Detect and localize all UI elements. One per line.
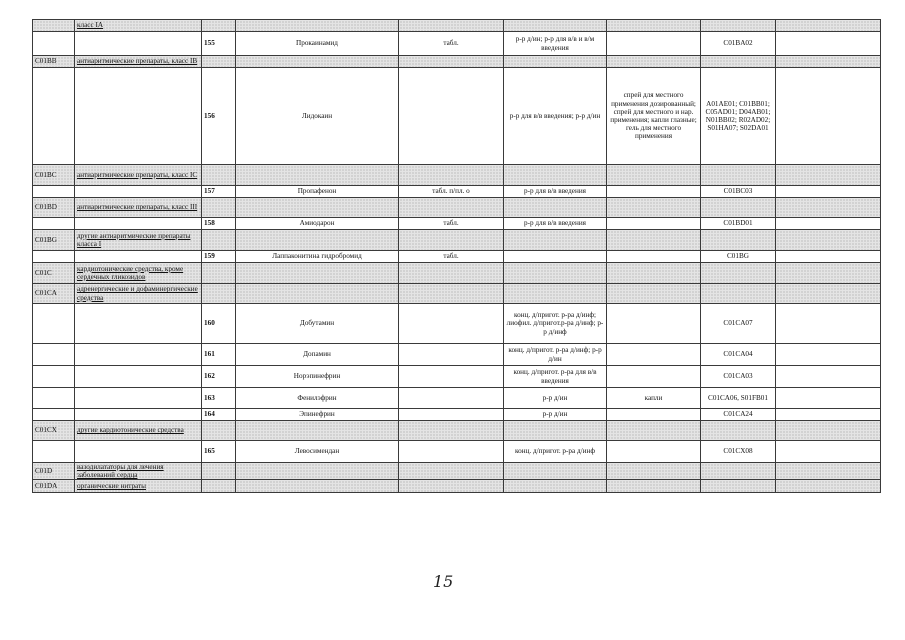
dosage-form-injection: конц. д/пригот. р-ра д/инф; р-р д/ин: [504, 344, 607, 366]
empty-cell: [776, 463, 881, 480]
empty-cell: [776, 284, 881, 304]
empty-cell: [33, 32, 75, 56]
dosage-form-other: [607, 32, 701, 56]
empty-cell: [607, 284, 701, 304]
row-number: 162: [202, 366, 236, 388]
empty-cell: [33, 409, 75, 421]
dosage-form-injection: р-р д/ин: [504, 388, 607, 409]
empty-cell: [504, 421, 607, 441]
empty-cell: [776, 251, 881, 263]
empty-cell: [776, 441, 881, 463]
empty-cell: [75, 366, 202, 388]
atc-group-code: C01C: [33, 263, 75, 284]
empty-cell: [399, 198, 504, 218]
empty-cell: [75, 32, 202, 56]
dosage-form-injection: конц. д/пригот. р-ра для в/в введения: [504, 366, 607, 388]
empty-cell: [701, 165, 776, 186]
empty-cell: [776, 198, 881, 218]
drug-row: [33, 251, 881, 263]
empty-cell: [776, 366, 881, 388]
row-number: 156: [202, 68, 236, 165]
atc-group-name: вазодилататоры для лечения заболеваний сердца: [75, 463, 202, 480]
drug-name: Добутамин: [236, 304, 399, 344]
empty-cell: [75, 68, 202, 165]
atc-code: C01CA24: [701, 409, 776, 421]
row-number: 163: [202, 388, 236, 409]
empty-cell: [75, 251, 202, 263]
empty-cell: [504, 165, 607, 186]
row-number: 164: [202, 409, 236, 421]
empty-cell: [776, 56, 881, 68]
dosage-form-injection: р-р д/ин; р-р для в/в и в/м введения: [504, 32, 607, 56]
empty-cell: [504, 263, 607, 284]
empty-cell: [776, 218, 881, 230]
empty-cell: [776, 388, 881, 409]
empty-cell: [776, 165, 881, 186]
empty-cell: [776, 32, 881, 56]
row-number: 157: [202, 186, 236, 198]
dosage-form-tablets: табл.: [399, 251, 504, 263]
empty-cell: [33, 218, 75, 230]
row-number: 161: [202, 344, 236, 366]
dosage-form-injection: р-р для в/в введения: [504, 186, 607, 198]
dosage-form-tablets: [399, 366, 504, 388]
row-number: 155: [202, 32, 236, 56]
row-number: 165: [202, 441, 236, 463]
empty-cell: [75, 186, 202, 198]
empty-cell: [607, 263, 701, 284]
dosage-form-tablets: [399, 68, 504, 165]
dosage-form-other: [607, 186, 701, 198]
drug-name: Лаппаконитина гидробромид: [236, 251, 399, 263]
empty-cell: [776, 68, 881, 165]
empty-cell: [202, 263, 236, 284]
empty-cell: [202, 56, 236, 68]
empty-cell: [75, 441, 202, 463]
drug-row: [33, 32, 881, 56]
group-row: [33, 480, 881, 493]
drug-name: Пропафенон: [236, 186, 399, 198]
dosage-form-tablets: табл.: [399, 218, 504, 230]
atc-code: C01CA03: [701, 366, 776, 388]
empty-cell: [607, 56, 701, 68]
empty-cell: [236, 230, 399, 251]
dosage-form-injection: [504, 251, 607, 263]
empty-cell: [776, 421, 881, 441]
row-number: 159: [202, 251, 236, 263]
dosage-form-tablets: [399, 388, 504, 409]
empty-cell: [607, 198, 701, 218]
empty-cell: [33, 441, 75, 463]
dosage-form-other: [607, 441, 701, 463]
drug-table-body: [33, 20, 881, 493]
empty-cell: [33, 68, 75, 165]
empty-cell: [701, 198, 776, 218]
drug-name: Норэпинефрин: [236, 366, 399, 388]
empty-cell: [701, 421, 776, 441]
group-row: [33, 284, 881, 304]
empty-cell: [236, 480, 399, 493]
empty-cell: [607, 421, 701, 441]
dosage-form-injection: р-р для в/в введения; р-р д/ин: [504, 68, 607, 165]
dosage-form-other: [607, 366, 701, 388]
row-number: 158: [202, 218, 236, 230]
atc-group-code: C01BG: [33, 230, 75, 251]
drug-name: Амиодарон: [236, 218, 399, 230]
empty-cell: [202, 198, 236, 218]
empty-cell: [701, 230, 776, 251]
drug-name: Допамин: [236, 344, 399, 366]
empty-cell: [776, 409, 881, 421]
dosage-form-other: [607, 218, 701, 230]
group-row: [33, 421, 881, 441]
empty-cell: [202, 284, 236, 304]
drug-row: [33, 409, 881, 421]
empty-cell: [399, 20, 504, 32]
empty-cell: [399, 165, 504, 186]
atc-group-code: C01BC: [33, 165, 75, 186]
empty-cell: [399, 56, 504, 68]
drug-row: [33, 304, 881, 344]
drug-name: Левосимендан: [236, 441, 399, 463]
empty-cell: [776, 480, 881, 493]
atc-group-name: адренергические и дофаминергические средства: [75, 284, 202, 304]
empty-cell: [202, 165, 236, 186]
empty-cell: [236, 284, 399, 304]
drug-table: [32, 19, 881, 493]
atc-group-name: класс IA: [75, 20, 202, 32]
empty-cell: [75, 218, 202, 230]
dosage-form-injection: р-р для в/в введения: [504, 218, 607, 230]
empty-cell: [75, 388, 202, 409]
empty-cell: [202, 230, 236, 251]
drug-row: [33, 366, 881, 388]
empty-cell: [701, 20, 776, 32]
atc-group-name: другие кардиотонические средства: [75, 421, 202, 441]
dosage-form-tablets: [399, 344, 504, 366]
drug-name: Прокаинамид: [236, 32, 399, 56]
empty-cell: [701, 463, 776, 480]
empty-cell: [236, 20, 399, 32]
atc-code: C01CA04: [701, 344, 776, 366]
empty-cell: [607, 165, 701, 186]
empty-cell: [607, 230, 701, 251]
empty-cell: [399, 463, 504, 480]
empty-cell: [33, 344, 75, 366]
empty-cell: [701, 284, 776, 304]
empty-cell: [504, 230, 607, 251]
group-row: [33, 20, 881, 32]
dosage-form-tablets: [399, 304, 504, 344]
dosage-form-other: [607, 304, 701, 344]
dosage-form-tablets: табл. п/пл. о: [399, 186, 504, 198]
dosage-form-tablets: [399, 441, 504, 463]
atc-group-name: антиаритмические препараты, класс IB: [75, 56, 202, 68]
drug-row: [33, 388, 881, 409]
dosage-form-tablets: табл.: [399, 32, 504, 56]
atc-group-code: C01DA: [33, 480, 75, 493]
empty-cell: [75, 409, 202, 421]
empty-cell: [701, 56, 776, 68]
empty-cell: [202, 20, 236, 32]
empty-cell: [75, 304, 202, 344]
drug-name: Лидокаин: [236, 68, 399, 165]
atc-group-code: C01BB: [33, 56, 75, 68]
dosage-form-injection: конц. д/пригот. р-ра д/инф: [504, 441, 607, 463]
atc-group-name: антиаритмические препараты, класс IC: [75, 165, 202, 186]
dosage-form-other: спрей для местного применения дозированный; спрей для местного и нар. применения; капли глазные; гель для местного применения: [607, 68, 701, 165]
dosage-form-other: [607, 251, 701, 263]
drug-row: [33, 186, 881, 198]
empty-cell: [202, 480, 236, 493]
atc-group-code: C01BD: [33, 198, 75, 218]
empty-cell: [607, 20, 701, 32]
empty-cell: [776, 304, 881, 344]
empty-cell: [504, 20, 607, 32]
empty-cell: [33, 366, 75, 388]
empty-cell: [236, 198, 399, 218]
atc-group-code: C01CA: [33, 284, 75, 304]
dosage-form-injection: конц. д/пригот. р-ра д/инф; лиофил. д/пригот.р-ра д/инф; р-р д/инф: [504, 304, 607, 344]
empty-cell: [33, 304, 75, 344]
atc-code: C01CA07: [701, 304, 776, 344]
dosage-form-injection: р-р д/ин: [504, 409, 607, 421]
empty-cell: [776, 263, 881, 284]
empty-cell: [236, 263, 399, 284]
empty-cell: [399, 421, 504, 441]
empty-cell: [399, 230, 504, 251]
atc-code: A01AE01; C01BB01; C05AD01; D04AB01; N01BB02; R02AD02; S01HA07; S02DA01: [701, 68, 776, 165]
empty-cell: [75, 344, 202, 366]
group-row: [33, 230, 881, 251]
atc-group-name: органические нитраты: [75, 480, 202, 493]
empty-cell: [607, 480, 701, 493]
empty-cell: [399, 263, 504, 284]
group-row: [33, 165, 881, 186]
group-row: [33, 463, 881, 480]
drug-name: Эпинефрин: [236, 409, 399, 421]
empty-cell: [701, 480, 776, 493]
empty-cell: [776, 20, 881, 32]
group-row: [33, 198, 881, 218]
atc-group-name: антиаритмические препараты, класс III: [75, 198, 202, 218]
atc-group-name: другие антиаритмические препараты класса I: [75, 230, 202, 251]
empty-cell: [504, 56, 607, 68]
drug-row: [33, 441, 881, 463]
atc-code: C01CA06, S01FB01: [701, 388, 776, 409]
dosage-form-tablets: [399, 409, 504, 421]
atc-code: C01BD01: [701, 218, 776, 230]
dosage-form-other: капли: [607, 388, 701, 409]
empty-cell: [236, 56, 399, 68]
empty-cell: [701, 263, 776, 284]
empty-cell: [236, 463, 399, 480]
drug-table-sheet: [32, 19, 880, 493]
empty-cell: [776, 186, 881, 198]
drug-row: [33, 68, 881, 165]
empty-cell: [399, 480, 504, 493]
empty-cell: [776, 230, 881, 251]
empty-cell: [236, 165, 399, 186]
atc-group-code: C01CX: [33, 421, 75, 441]
empty-cell: [236, 421, 399, 441]
empty-cell: [504, 284, 607, 304]
dosage-form-other: [607, 344, 701, 366]
drug-row: [33, 344, 881, 366]
empty-cell: [607, 463, 701, 480]
dosage-form-other: [607, 409, 701, 421]
empty-cell: [33, 388, 75, 409]
page-number: 15: [433, 572, 454, 591]
drug-name: Фенилэфрин: [236, 388, 399, 409]
empty-cell: [202, 421, 236, 441]
empty-cell: [202, 463, 236, 480]
empty-cell: [399, 284, 504, 304]
group-row: [33, 56, 881, 68]
atc-group-name: кардиотонические средства, кроме сердечных гликозидов: [75, 263, 202, 284]
empty-cell: [33, 251, 75, 263]
atc-code: C01CX08: [701, 441, 776, 463]
atc-code: C01BG: [701, 251, 776, 263]
atc-code: C01BC03: [701, 186, 776, 198]
drug-row: [33, 218, 881, 230]
empty-cell: [33, 186, 75, 198]
empty-cell: [504, 463, 607, 480]
atc-code: C01BA02: [701, 32, 776, 56]
atc-group-code: [33, 20, 75, 32]
empty-cell: [776, 344, 881, 366]
atc-group-code: C01D: [33, 463, 75, 480]
row-number: 160: [202, 304, 236, 344]
group-row: [33, 263, 881, 284]
empty-cell: [504, 198, 607, 218]
empty-cell: [504, 480, 607, 493]
